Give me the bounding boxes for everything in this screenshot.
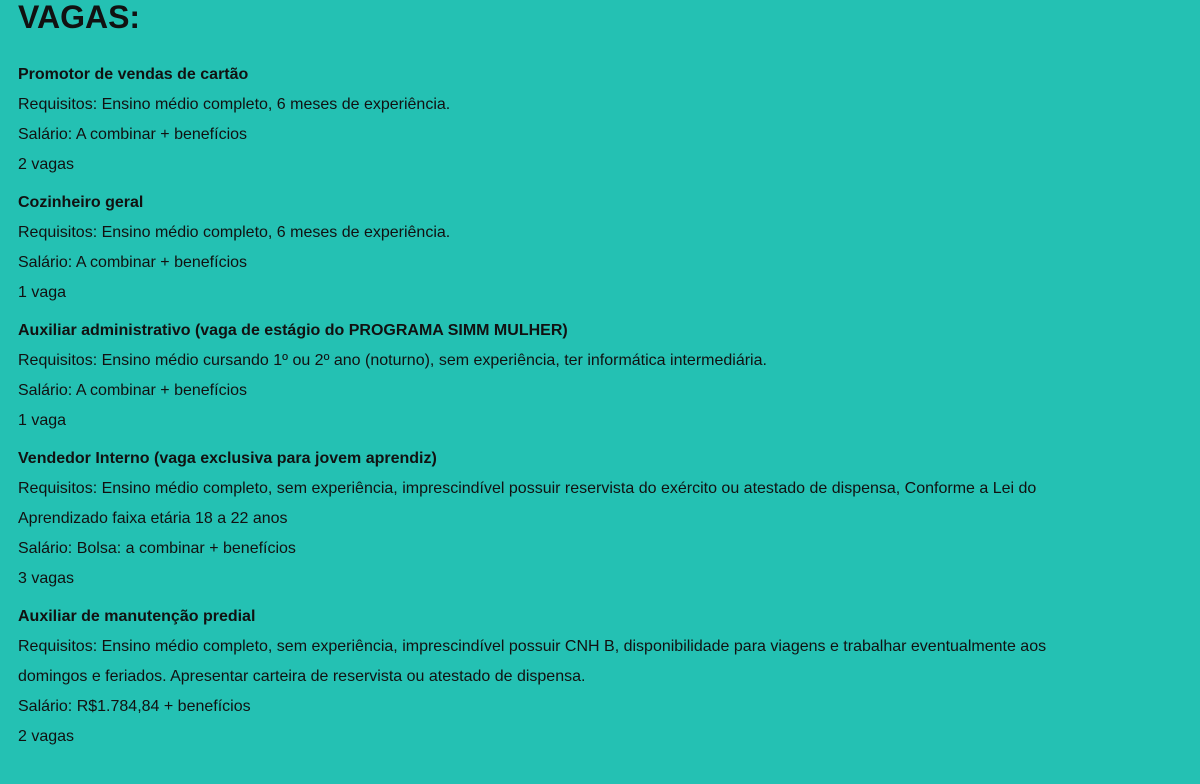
job-requirements: Requisitos: Ensino médio completo, sem experiência, imprescindível possuir CNH B, disponibilidade para viagens e trabalhar eventualmente aos domingos e feriados. Apresentar carteira de reservista ou atestado de dispensa.	[18, 638, 1047, 685]
job-requirements: Requisitos: Ensino médio completo, 6 meses de experiência.	[18, 224, 451, 241]
job-title: Promotor de vendas de cartão	[18, 66, 249, 83]
job-openings: 2 vagas	[18, 156, 75, 173]
job-openings: 1 vaga	[18, 412, 67, 429]
job-requirements: Requisitos: Ensino médio completo, 6 meses de experiência.	[18, 96, 451, 113]
job-item	[18, 320, 1182, 436]
job-title: Vendedor Interno (vaga exclusiva para jovem aprendiz)	[18, 450, 437, 467]
job-title: Cozinheiro geral	[18, 194, 144, 211]
job-title: Auxiliar administrativo (vaga de estágio do PROGRAMA SIMM MULHER)	[18, 322, 568, 339]
job-salary: Salário: Bolsa: a combinar + benefícios	[18, 540, 296, 557]
job-salary: Salário: R$1.784,84 + benefícios	[18, 698, 251, 715]
job-item	[18, 448, 1182, 594]
job-requirements: Requisitos: Ensino médio cursando 1º ou 2º ano (noturno), sem experiência, ter informática intermediária.	[18, 352, 767, 369]
job-requirements: Requisitos: Ensino médio completo, sem experiência, imprescindível possuir reservista do exército ou atestado de dispensa, Conforme a Lei do Aprendizado faixa etária 18 a 22 anos	[18, 480, 1037, 527]
job-title: Auxiliar de manutenção predial	[18, 608, 256, 625]
job-openings: 1 vaga	[18, 284, 67, 301]
job-item	[18, 192, 1182, 308]
job-salary: Salário: A combinar + benefícios	[18, 126, 248, 143]
job-item	[18, 606, 1182, 752]
page-heading: VAGAS:	[18, 0, 141, 35]
job-list	[18, 64, 1182, 752]
job-openings: 3 vagas	[18, 570, 75, 587]
job-salary: Salário: A combinar + benefícios	[18, 382, 248, 399]
job-salary: Salário: A combinar + benefícios	[18, 254, 248, 271]
job-item	[18, 64, 1182, 180]
job-openings: 2 vagas	[18, 728, 75, 745]
